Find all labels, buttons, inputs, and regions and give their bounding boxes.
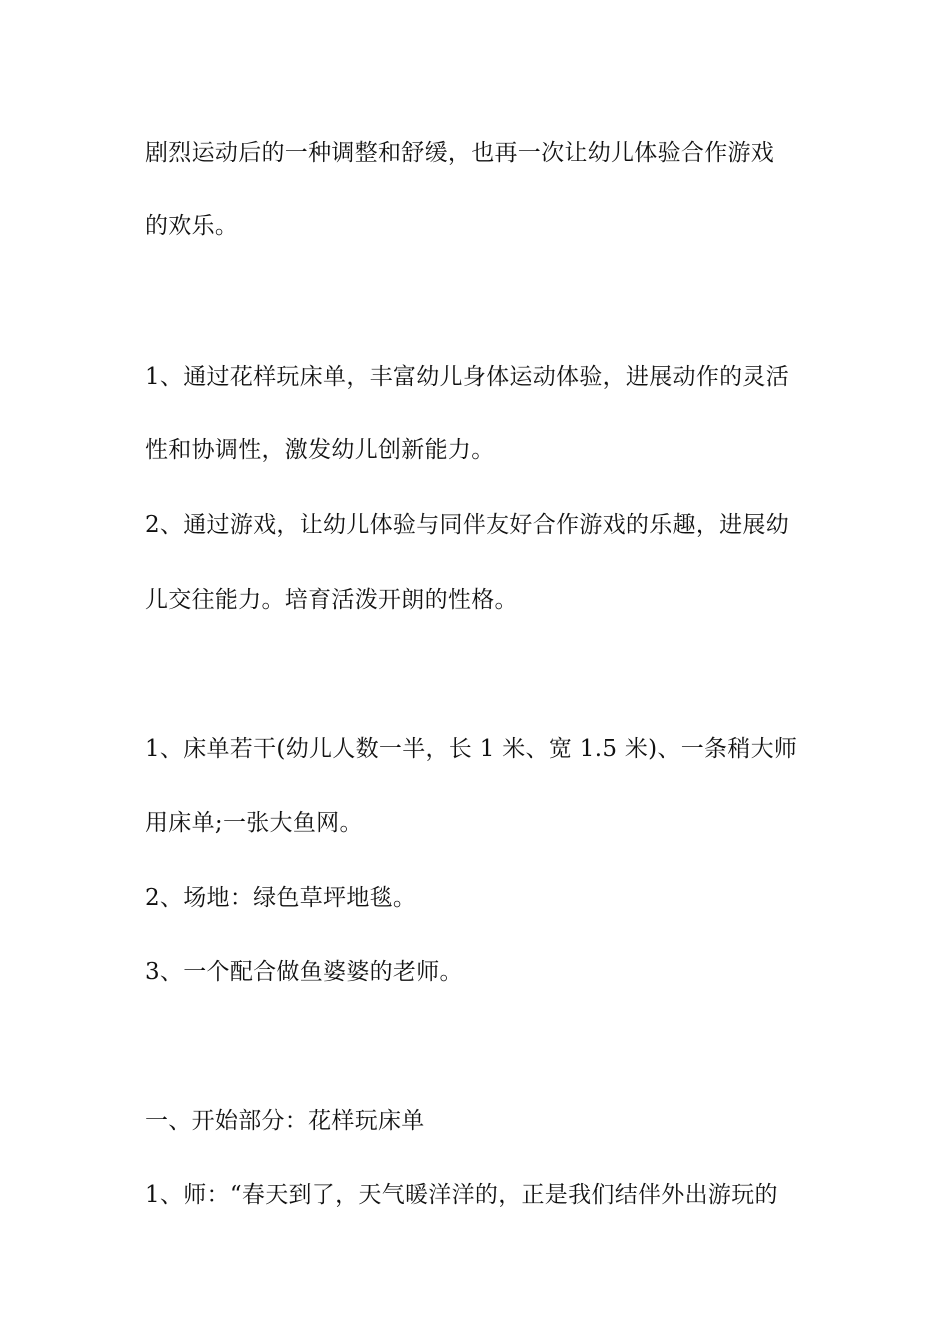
text-line-4: 性和协调性，激发幼儿创新能力。 [145, 437, 495, 463]
text-line-7: 1、床单若干(幼儿人数一半，长 1 米、宽 1.5 米)、一条稍大师 [145, 736, 798, 762]
text-line-1: 剧烈运动后的一种调整和舒缓，也再一次让幼儿体验合作游戏 [145, 140, 775, 166]
text-line-12: 1、师：“春天到了，天气暖洋洋的，正是我们结伴外出游玩的 [145, 1182, 778, 1208]
text-line-6: 儿交往能力。培育活泼开朗的性格。 [145, 587, 518, 613]
text-line-3: 1、通过花样玩床单，丰富幼儿身体运动体验，进展动作的灵活 [145, 364, 790, 390]
text-line-9: 2、场地：绿色草坪地毯。 [145, 885, 417, 911]
section-heading: 一、开始部分：花样玩床单 [145, 1108, 425, 1134]
text-line-5: 2、通过游戏，让幼儿体验与同伴友好合作游戏的乐趣，进展幼 [145, 512, 790, 538]
text-line-10: 3、一个配合做鱼婆婆的老师。 [145, 959, 463, 985]
text-line-2: 的欢乐。 [145, 213, 239, 239]
text-line-8: 用床单;一张大鱼网。 [145, 810, 363, 836]
